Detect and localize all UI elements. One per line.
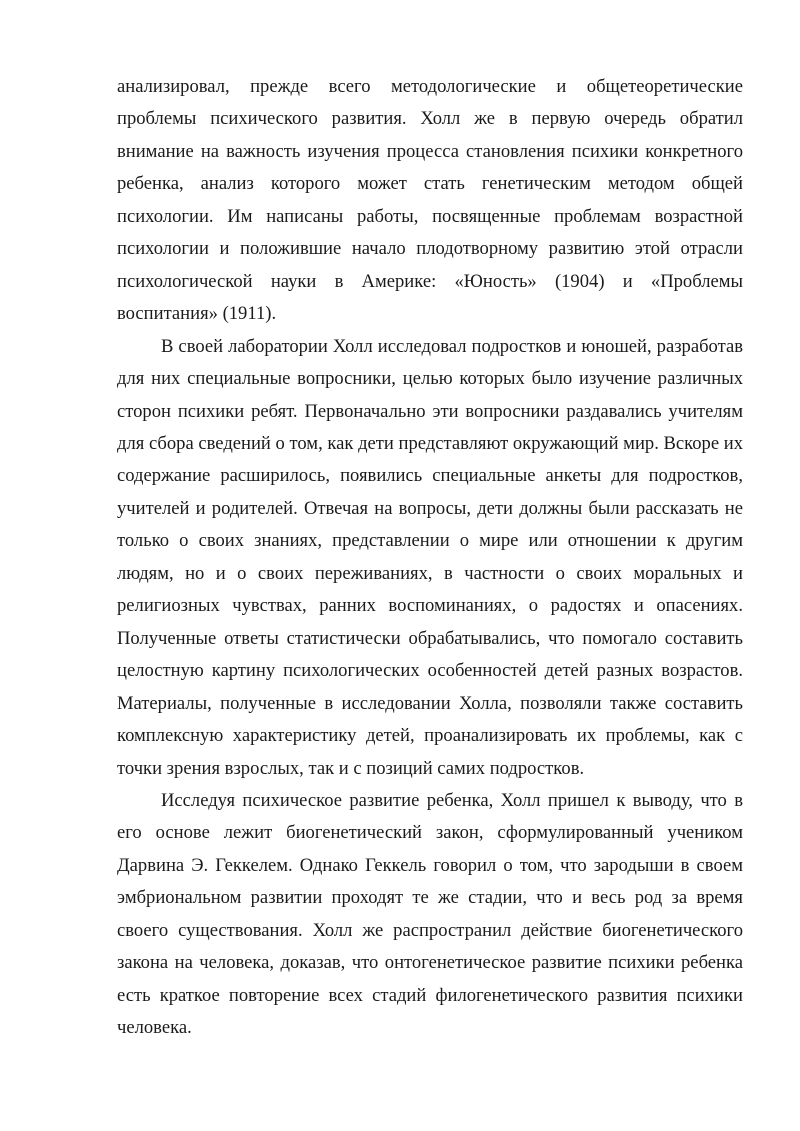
paragraph-biogenetic-law: Исследуя психическое развитие ребенка, Холл пришел к выводу, что в его основе лежит биогенетический закон, сформулированный учеником Дарвина Э. Геккелем. Однако Геккель говорил о том, что зародыши в своем эмбриональном развитии проходят те же стадии, что и весь род за время своего существования. Холл же распространил действие биогенетического закона на человека, доказав, что онтогенетическое развитие психики ребенка есть краткое повторение всех стадий филогенетического развития психики человека. xyxy=(117,789,743,1039)
document-page xyxy=(117,71,743,1045)
paragraph-continuation: анализировал, прежде всего методологические и общетеоретические проблемы психического развития. Холл же в первую очередь обратил внимание на важность изучения процесса становления психики конкретного ребенка, анализ которого может стать генетическим методом общей психологии. Им написаны работы, посвященные проблемам возрастной психологии и положившие начало плодотворному развитию этой отрасли психологической науки в Америке: «Юность» (1904) и «Проблемы воспитания» (1911). xyxy=(117,76,743,325)
paragraph-hall-laboratory: В своей лаборатории Холл исследовал подростков и юношей, разработав для них специальные вопросники, целью которых было изучение различных сторон психики ребят. Первоначально эти вопросники раздавались учителям для сбора сведений о том, как дети представляют окружающий мир. Вскоре их содержание расширилось, появились специальные анкеты для подростков, учителей и родителей. Отвечая на вопросы, дети должны были рассказать не только о своих знаниях, представлении о мире или отношении к другим людям, но и о своих переживаниях, в частности о своих моральных и религиозных чувствах, ранних воспоминаниях, о радостях и опасениях. Полученные ответы статистически обрабатывались, что помогало составить целостную картину психологических особенностей детей разных возрастов. Материалы, полученные в исследовании Холла, позволяли также составить комплексную характеристику детей, проанализировать их проблемы, как с точки зрения взрослых, так и с позиций самих подростков. xyxy=(117,335,743,779)
